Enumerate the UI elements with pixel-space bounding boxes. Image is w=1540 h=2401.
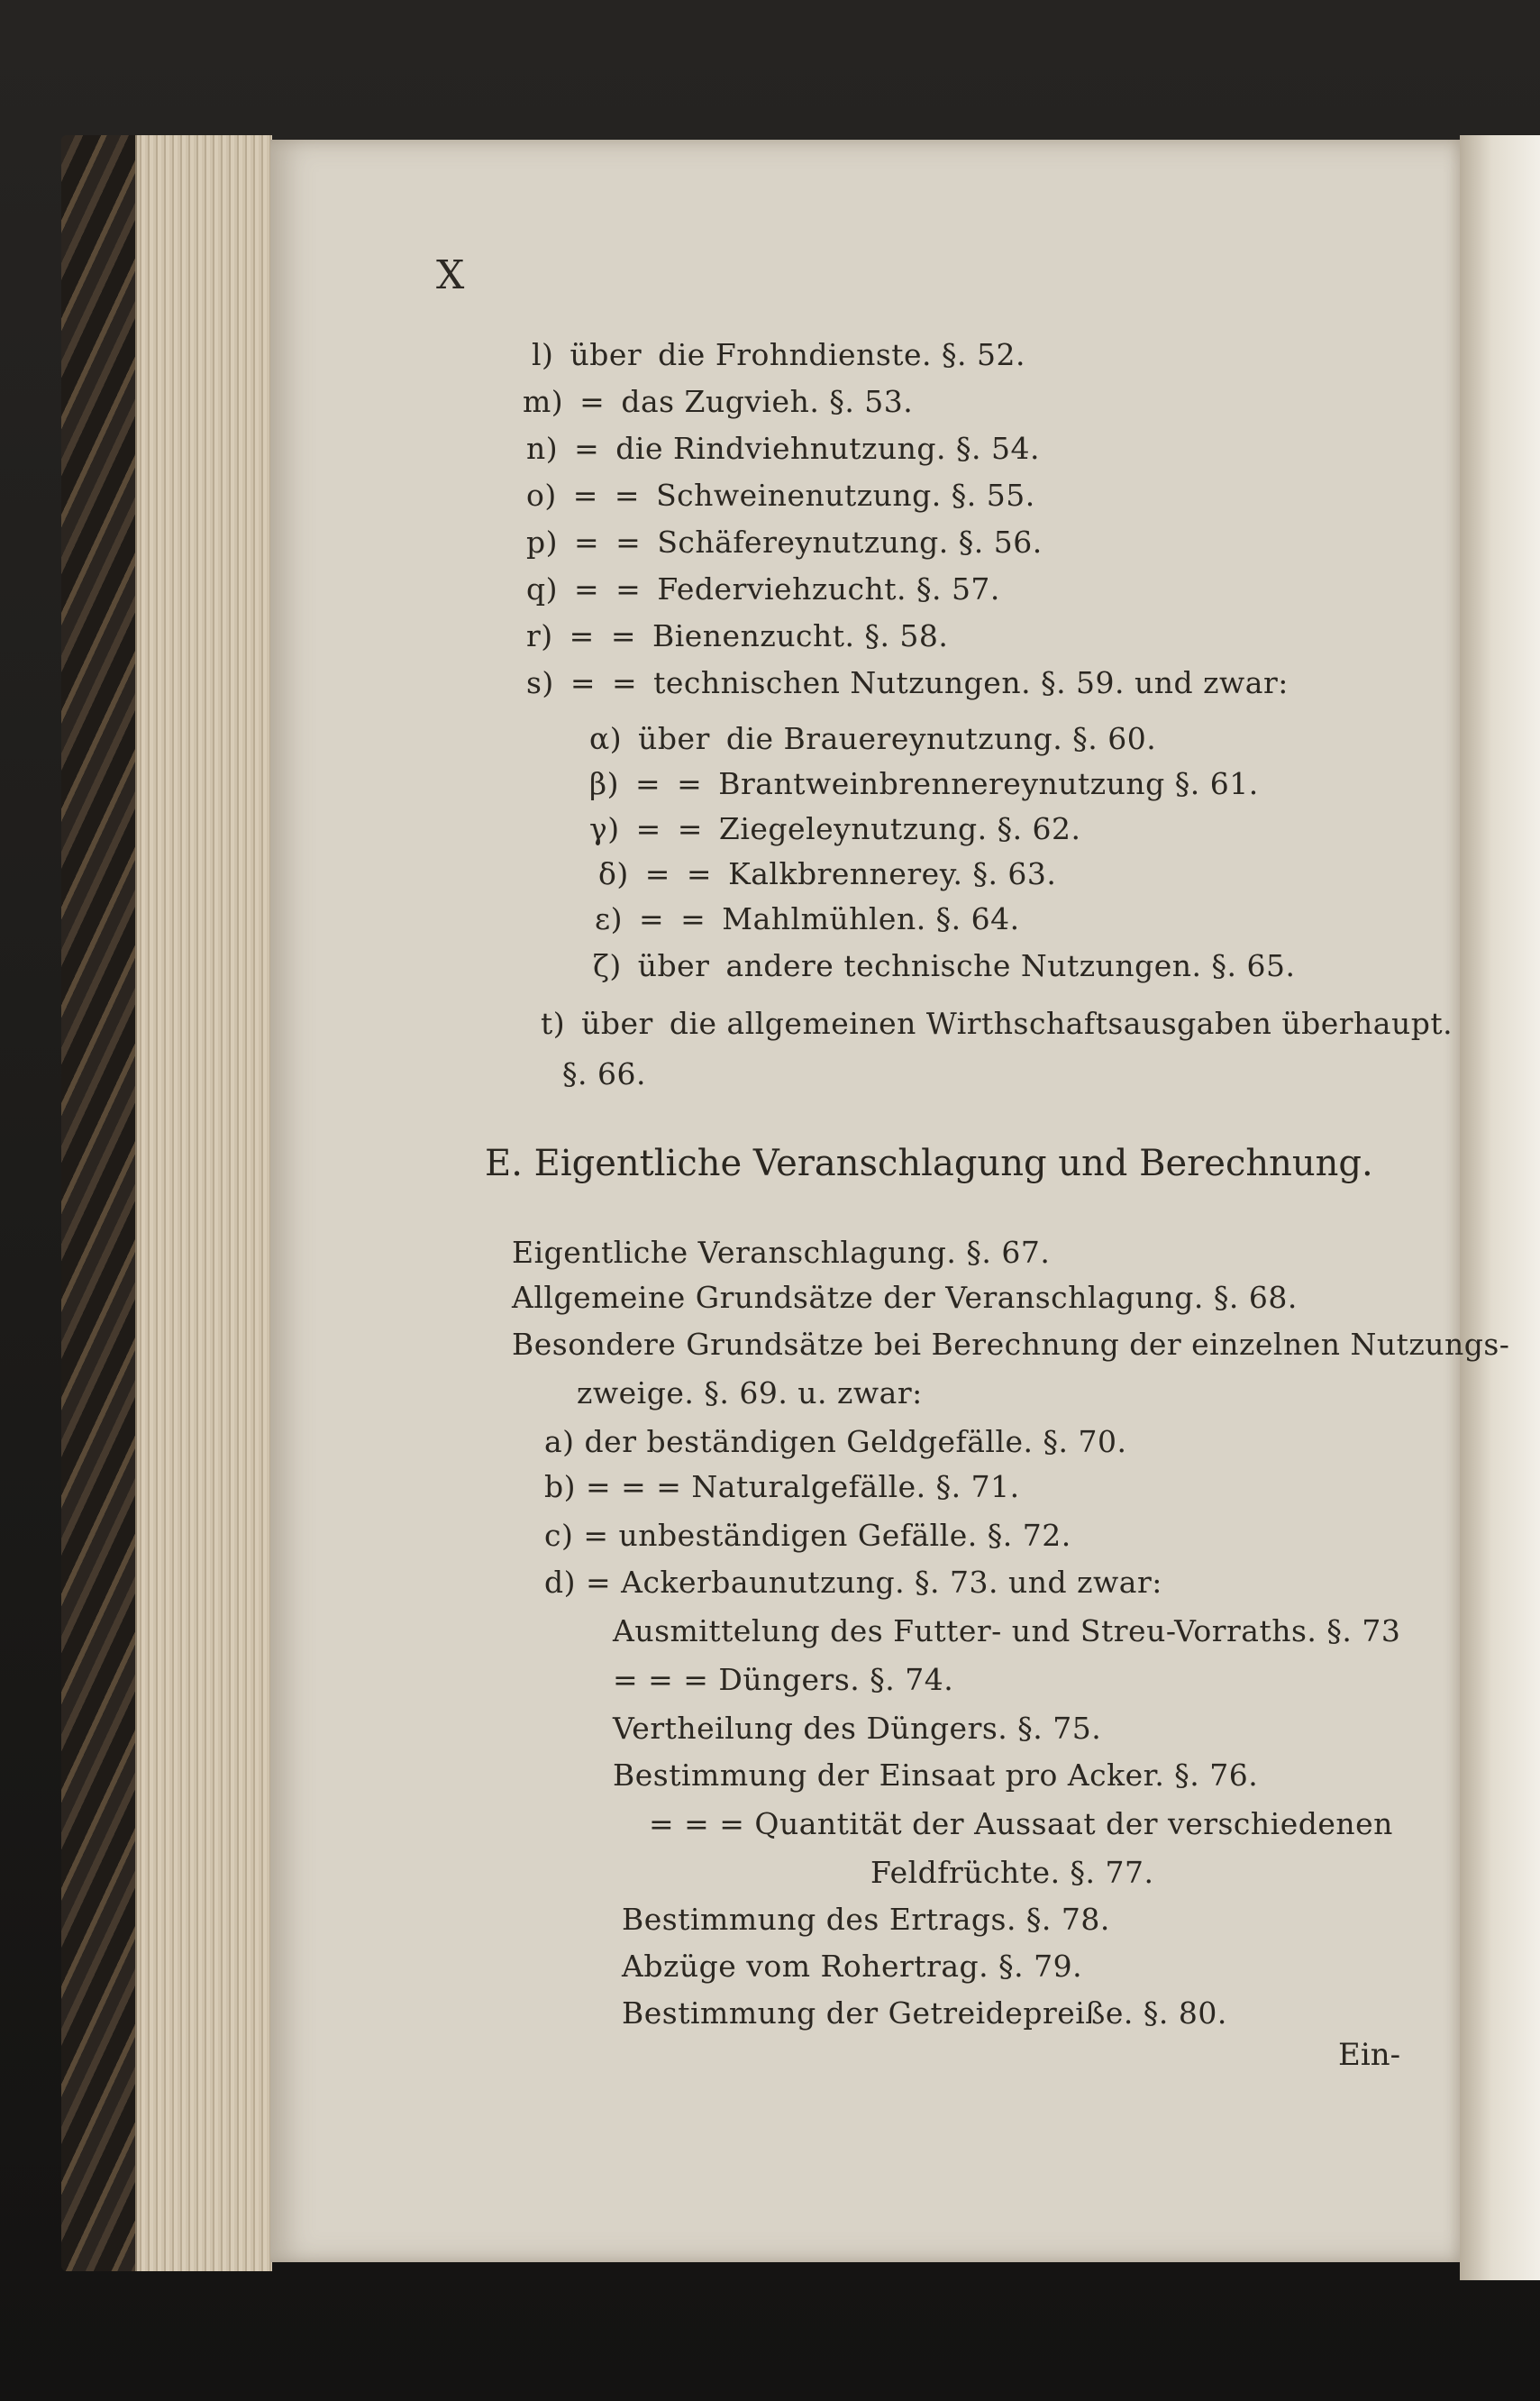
section-item: d) = Ackerbaunutzung. §. 73. und zwar: bbox=[544, 1565, 1162, 1600]
section-item: b) = = = Naturalgefälle. §. 71. bbox=[544, 1469, 1020, 1504]
section-item: Feldfrüchte. §. 77. bbox=[870, 1855, 1154, 1890]
section-item: Bestimmung der Getreidepreiße. §. 80. bbox=[622, 1995, 1227, 2031]
toc-subline: δ) = = Kalkbrennerey. §. 63. bbox=[598, 856, 1057, 891]
section-item: Bestimmung des Ertrags. §. 78. bbox=[622, 1902, 1110, 1937]
page-number: X bbox=[436, 252, 465, 298]
section-item: Abzüge vom Rohertrag. §. 79. bbox=[622, 1949, 1083, 1984]
toc-line: §. 66. bbox=[562, 1056, 646, 1091]
section-item: = = = Düngers. §. 74. bbox=[613, 1662, 954, 1697]
section-item: Vertheilung des Düngers. §. 75. bbox=[613, 1711, 1102, 1746]
toc-line: l) über die Frohndienste. §. 52. bbox=[532, 337, 1025, 372]
toc-line: s) = = technischen Nutzungen. §. 59. und zwar: bbox=[526, 665, 1289, 700]
toc-line: p) = = Schäfereynutzung. §. 56. bbox=[526, 525, 1043, 560]
page-stack-edge bbox=[135, 135, 272, 2271]
section-item: Allgemeine Grundsätze der Veranschlagung. §. 68. bbox=[512, 1280, 1298, 1315]
toc-line: t) über die allgemeinen Wirthschaftsausgaben überhaupt. bbox=[541, 1006, 1453, 1041]
toc-line: m) = das Zugvieh. §. 53. bbox=[523, 384, 914, 419]
toc-subline: ε) = = Mahlmühlen. §. 64. bbox=[595, 901, 1020, 936]
section-item: Eigentliche Veranschlagung. §. 67. bbox=[512, 1235, 1051, 1270]
toc-subline: γ) = = Ziegeleynutzung. §. 62. bbox=[589, 811, 1081, 846]
section-item: c) = unbeständigen Gefälle. §. 72. bbox=[544, 1518, 1071, 1553]
toc-line: r) = = Bienenzucht. §. 58. bbox=[526, 618, 949, 653]
catchword: Ein- bbox=[1338, 2037, 1401, 2073]
toc-line: n) = die Rindviehnutzung. §. 54. bbox=[526, 431, 1040, 466]
toc-subline: β) = = Brantweinbrennereynutzung §. 61. bbox=[589, 766, 1259, 801]
toc-line: o) = = Schweinenutzung. §. 55. bbox=[526, 478, 1035, 513]
toc-line: q) = = Federviehzucht. §. 57. bbox=[526, 571, 1000, 607]
section-item: = = = Quantität der Aussaat der verschiedenen bbox=[649, 1806, 1393, 1841]
section-item: Ausmittelung des Futter- und Streu-Vorraths. §. 73 bbox=[613, 1613, 1401, 1648]
facing-page-edge bbox=[1460, 135, 1540, 2280]
section-item: Bestimmung der Einsaat pro Acker. §. 76. bbox=[613, 1757, 1259, 1793]
section-item: a) der beständigen Geldgefälle. §. 70. bbox=[544, 1424, 1127, 1459]
section-item: Besondere Grundsätze bei Berechnung der einzelnen Nutzungs- bbox=[512, 1327, 1510, 1362]
section-heading: E. Eigentliche Veranschlagung und Berechnung. bbox=[485, 1143, 1373, 1184]
section-item: zweige. §. 69. u. zwar: bbox=[577, 1375, 923, 1410]
toc-subline: α) über die Brauereynutzung. §. 60. bbox=[589, 721, 1157, 756]
toc-subline: ζ) über andere technische Nutzungen. §. 65. bbox=[593, 948, 1296, 983]
